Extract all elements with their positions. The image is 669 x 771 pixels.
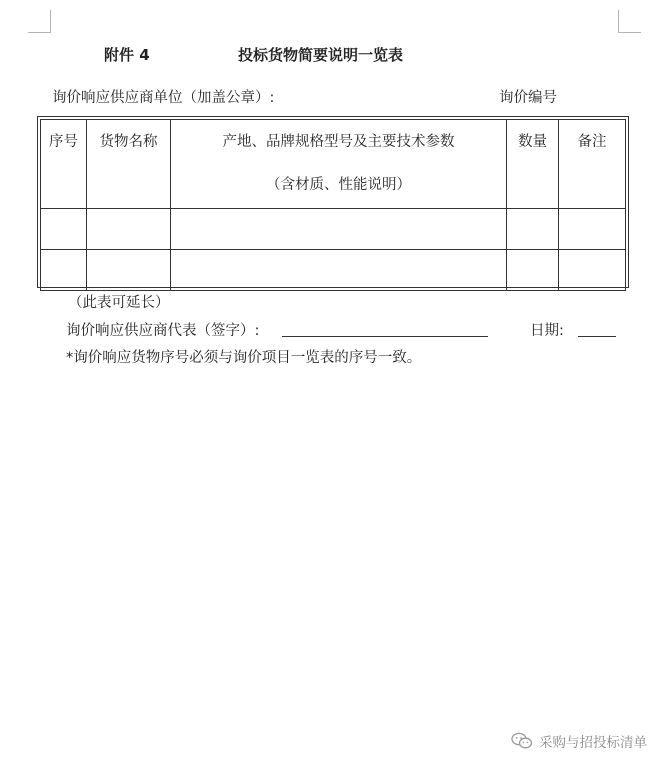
col-header-spec <box>171 120 507 209</box>
table-row <box>41 250 626 291</box>
table-cell[interactable] <box>87 209 171 250</box>
table-cell[interactable] <box>171 209 507 250</box>
document-title: 投标货物简要说明一览表 <box>238 46 404 64</box>
table-cell[interactable] <box>87 250 171 291</box>
wechat-icon <box>511 732 533 750</box>
date-label: 日期: <box>530 323 564 339</box>
supplier-unit-label: 询价响应供应商单位（加盖公章）: <box>52 90 275 106</box>
table-header-row <box>41 120 626 209</box>
col-header-spec-subtitle: （含材质、性能说明） <box>266 177 411 193</box>
page-corner-mark-left <box>28 10 51 33</box>
table-cell[interactable] <box>41 209 87 250</box>
signature-line <box>66 319 626 341</box>
date-blank[interactable] <box>578 336 616 337</box>
table-cell[interactable] <box>171 250 507 291</box>
col-header-goods-name: 货物名称 <box>87 120 171 209</box>
title-row <box>0 44 669 64</box>
table-cell[interactable] <box>507 250 559 291</box>
table-cell[interactable] <box>559 250 626 291</box>
watermark <box>511 731 647 751</box>
representative-signature-label: 询价响应供应商代表（签字）: <box>66 323 260 339</box>
page-corner-mark-right <box>618 10 641 33</box>
footnote: *询价响应货物序号必须与询价项目一览表的序号一致。 <box>66 350 422 366</box>
signature-blank[interactable] <box>282 336 488 337</box>
table-cell[interactable] <box>559 209 626 250</box>
table-cell[interactable] <box>507 209 559 250</box>
col-header-remarks: 备注 <box>559 120 626 209</box>
col-header-quantity: 数量 <box>507 120 559 209</box>
table-extend-note: （此表可延长） <box>68 295 170 311</box>
table-cell[interactable] <box>41 250 87 291</box>
watermark-text: 采购与招投标清单 <box>539 735 647 751</box>
col-header-spec-title: 产地、品牌规格型号及主要技术参数 <box>222 134 455 150</box>
table-row <box>41 209 626 250</box>
col-header-serial: 序号 <box>41 120 87 209</box>
inquiry-number-label: 询价编号 <box>499 90 557 106</box>
goods-summary-table <box>37 116 629 288</box>
annex-label: 附件 4 <box>104 46 150 64</box>
